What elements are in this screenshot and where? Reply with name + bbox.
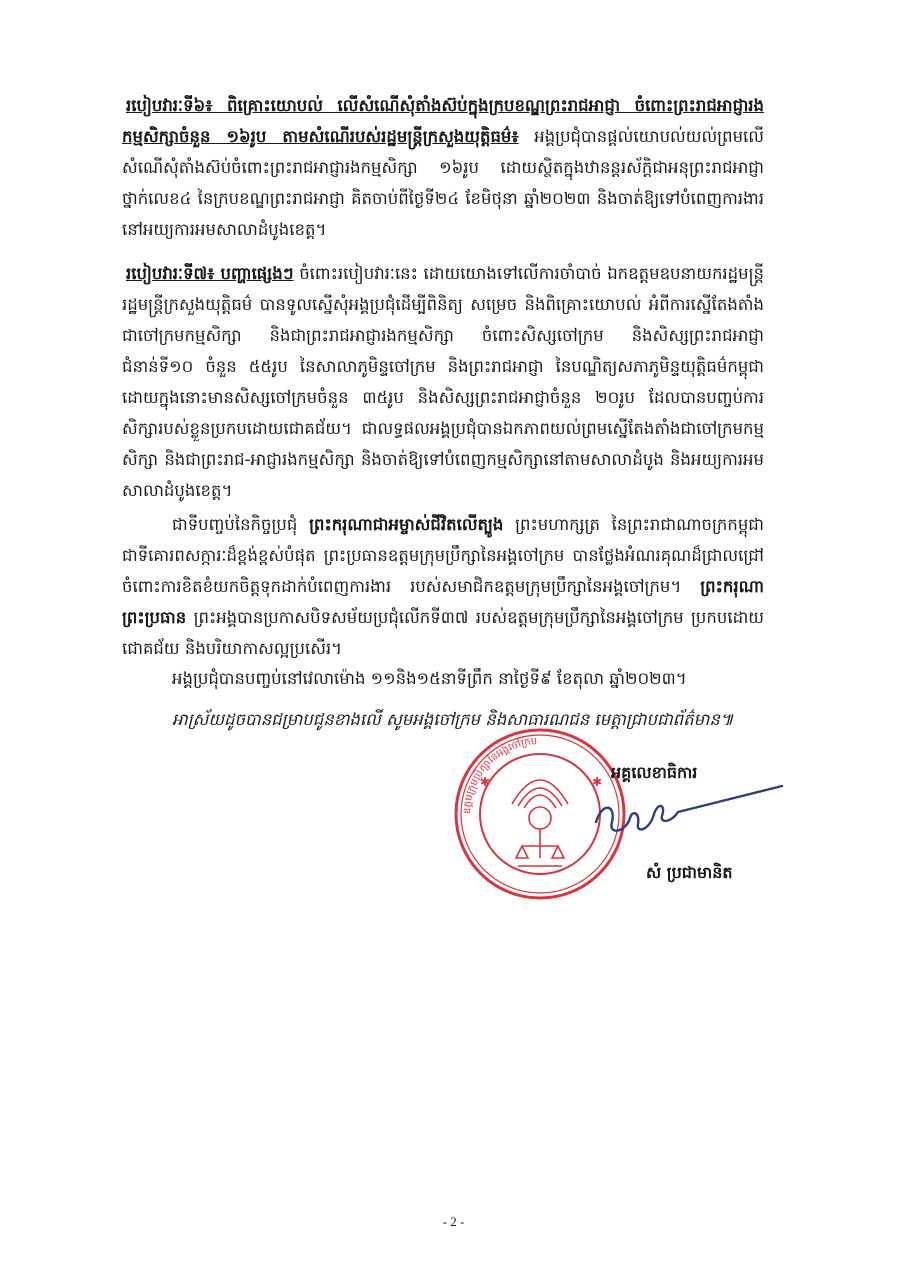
agenda-6-heading: របៀបវារៈទី៦៖ ពិគ្រោះយោបល់ លើសំណើសុំតាំងស៊ប់ក្នុងក្របខណ្ឌព្រះរាជអាជ្ញា ចំពោះព្រះរាជអាជ្ញារង កម្មសិក្សាចំនួន ១៦រូប តាមសំណើរបស់រដ្ឋមន្ត្រីក្រសួងយុត្តិធម៌៖: [122, 96, 764, 146]
page-number: - 2 -: [442, 1214, 465, 1229]
seal-star-icon: ✱: [480, 775, 491, 789]
closing-intro: ជាទីបញ្ចប់នៃកិច្ចប្រជុំ: [172, 515, 298, 534]
announcement-line: អាស្រ័យដូចបានជម្រាបជូនខាងលើ សូមអង្គចៅក្រម និងសាធារណជន មេត្តាជ្រាបជាព័ត៌មាន៕: [172, 710, 734, 729]
agenda-item-7: [122, 258, 764, 506]
agenda-7-body: ចំពោះរបៀបវារៈនេះ ដោយយោងទៅលើការចាំបាច់ ឯកឧត្តមឧបនាយករដ្ឋមន្ត្រី រដ្ឋមន្ត្រីក្រសួងយុត្តិធម៌ បានទូលស្នើសុំអង្គប្រជុំដើម្បីពិនិត្យ សម្រេច និងពិគ្រោះយោបល់ អំពីការស្នើតែងតាំងជាចៅក្រមកម្មសិក្សា និងជាព្រះរាជអាជ្ញារងកម្មសិក្សា ចំពោះសិស្សចៅក្រម និងសិស្សព្រះរាជអាជ្ញា ជំនាន់ទី១០ ចំនួន ៥៥រូប នៃសាលាភូមិន្ទចៅក្រម និងព្រះរាជអាជ្ញា នៃបណ្ឌិត្យសភាភូមិន្ទយុត្តិធម៌កម្ពុជា ដោយក្នុងនោះមានសិស្សចៅក្រមចំនួន ៣៥រូប និងសិស្សព្រះរាជអាជ្ញាចំនួន ២០រូប ដែលបានបញ្ចប់ការសិក្សារបស់ខ្លួនប្រកបដោយជោគជ័យ។ ជាលទ្ធផលអង្គប្រជុំបានឯកភាពយល់ព្រមស្នើតែងតាំងជាចៅក្រមកម្មសិក្សា និងជាព្រះរាជ-អាជ្ញារងកម្មសិក្សា និងចាត់ឱ្យទៅបំពេញកម្មសិក្សានៅតាមសាលាដំបូង និងអយ្យការអមសាលាដំបូងខេត្ត។: [122, 264, 764, 500]
chair-title: ព្រះករុណាព្រះប្រធាន: [122, 577, 764, 627]
seal-emblem-icon: [512, 780, 568, 866]
signer-title: អគ្គលេខាធិការ: [611, 763, 698, 782]
closing-text-1: ព្រះមហាក្សត្រ នៃព្រះរាជាណាចក្រកម្ពុជា ជាទីគោរពសក្ការៈដ៏ខ្ពង់ខ្ពស់បំផុត ព្រះប្រធានឧត្តមក្រុមប្រឹក្សានៃអង្គចៅក្រម បានថ្លែងអំណរគុណដ៏ជ្រាលជ្រៅ ចំពោះការខិតខំយកចិត្តទុកដាក់បំពេញការងារ របស់សមាជិកឧត្តមក្រុមប្រឹក្សានៃអង្គចៅក្រម។: [122, 515, 765, 596]
closing-text-2: ព្រះអង្គបានប្រកាសបិទសម័យប្រជុំលើកទី៣៧ របស់ឧត្តមក្រុមប្រឹក្សានៃអង្គចៅក្រម ប្រកបដោយជោគជ័យ និងបរិយាកាសល្អប្រសើរ។: [122, 608, 764, 658]
signer-name: សំ ប្រជាមានិត: [646, 863, 733, 882]
agenda-7-heading: របៀបវារៈទី៧៖ បញ្ហាផ្សេងៗ: [126, 264, 294, 283]
royal-title: ព្រះករុណាជាអម្ចាស់ជីវិតលើត្បូង: [309, 515, 504, 534]
agenda-6-body: អង្គប្រជុំបានផ្តល់យោបល់យល់ព្រមលើសំណើសុំតាំងស៊ប់ចំពោះព្រះរាជអាជ្ញារងកម្មសិក្សា ១៦រូប ដោយស្ថិតក្នុងឋានន្តរស័ក្តិជាអនុព្រះរាជអាជ្ញា ថ្នាក់លេខ៤ នៃក្របខណ្ឌព្រះរាជអាជ្ញា គិតចាប់ពីថ្ងៃទី២៤ ខែមិថុនា ឆ្នាំ២០២៣ និងចាត់ឱ្យទៅបំពេញការងារនៅអយ្យការអមសាលាដំបូងខេត្ត។: [122, 127, 764, 239]
handwritten-signature: [592, 782, 788, 842]
agenda-item-6: [122, 90, 764, 245]
seal-star-icon-2: ✱: [592, 775, 603, 789]
closing-paragraph: [122, 509, 764, 664]
end-time-line: អង្គប្រជុំបានបញ្ចប់នៅវេលាម៉ោង ១១និង១៥នាទីព្រឹក នាថ្ងៃទី៩ ខែតុលា ឆ្នាំ២០២៣។: [172, 669, 687, 688]
seal-text: ឧត្តមក្រុមប្រឹក្សានៃអង្គចៅក្រម: [461, 735, 538, 815]
